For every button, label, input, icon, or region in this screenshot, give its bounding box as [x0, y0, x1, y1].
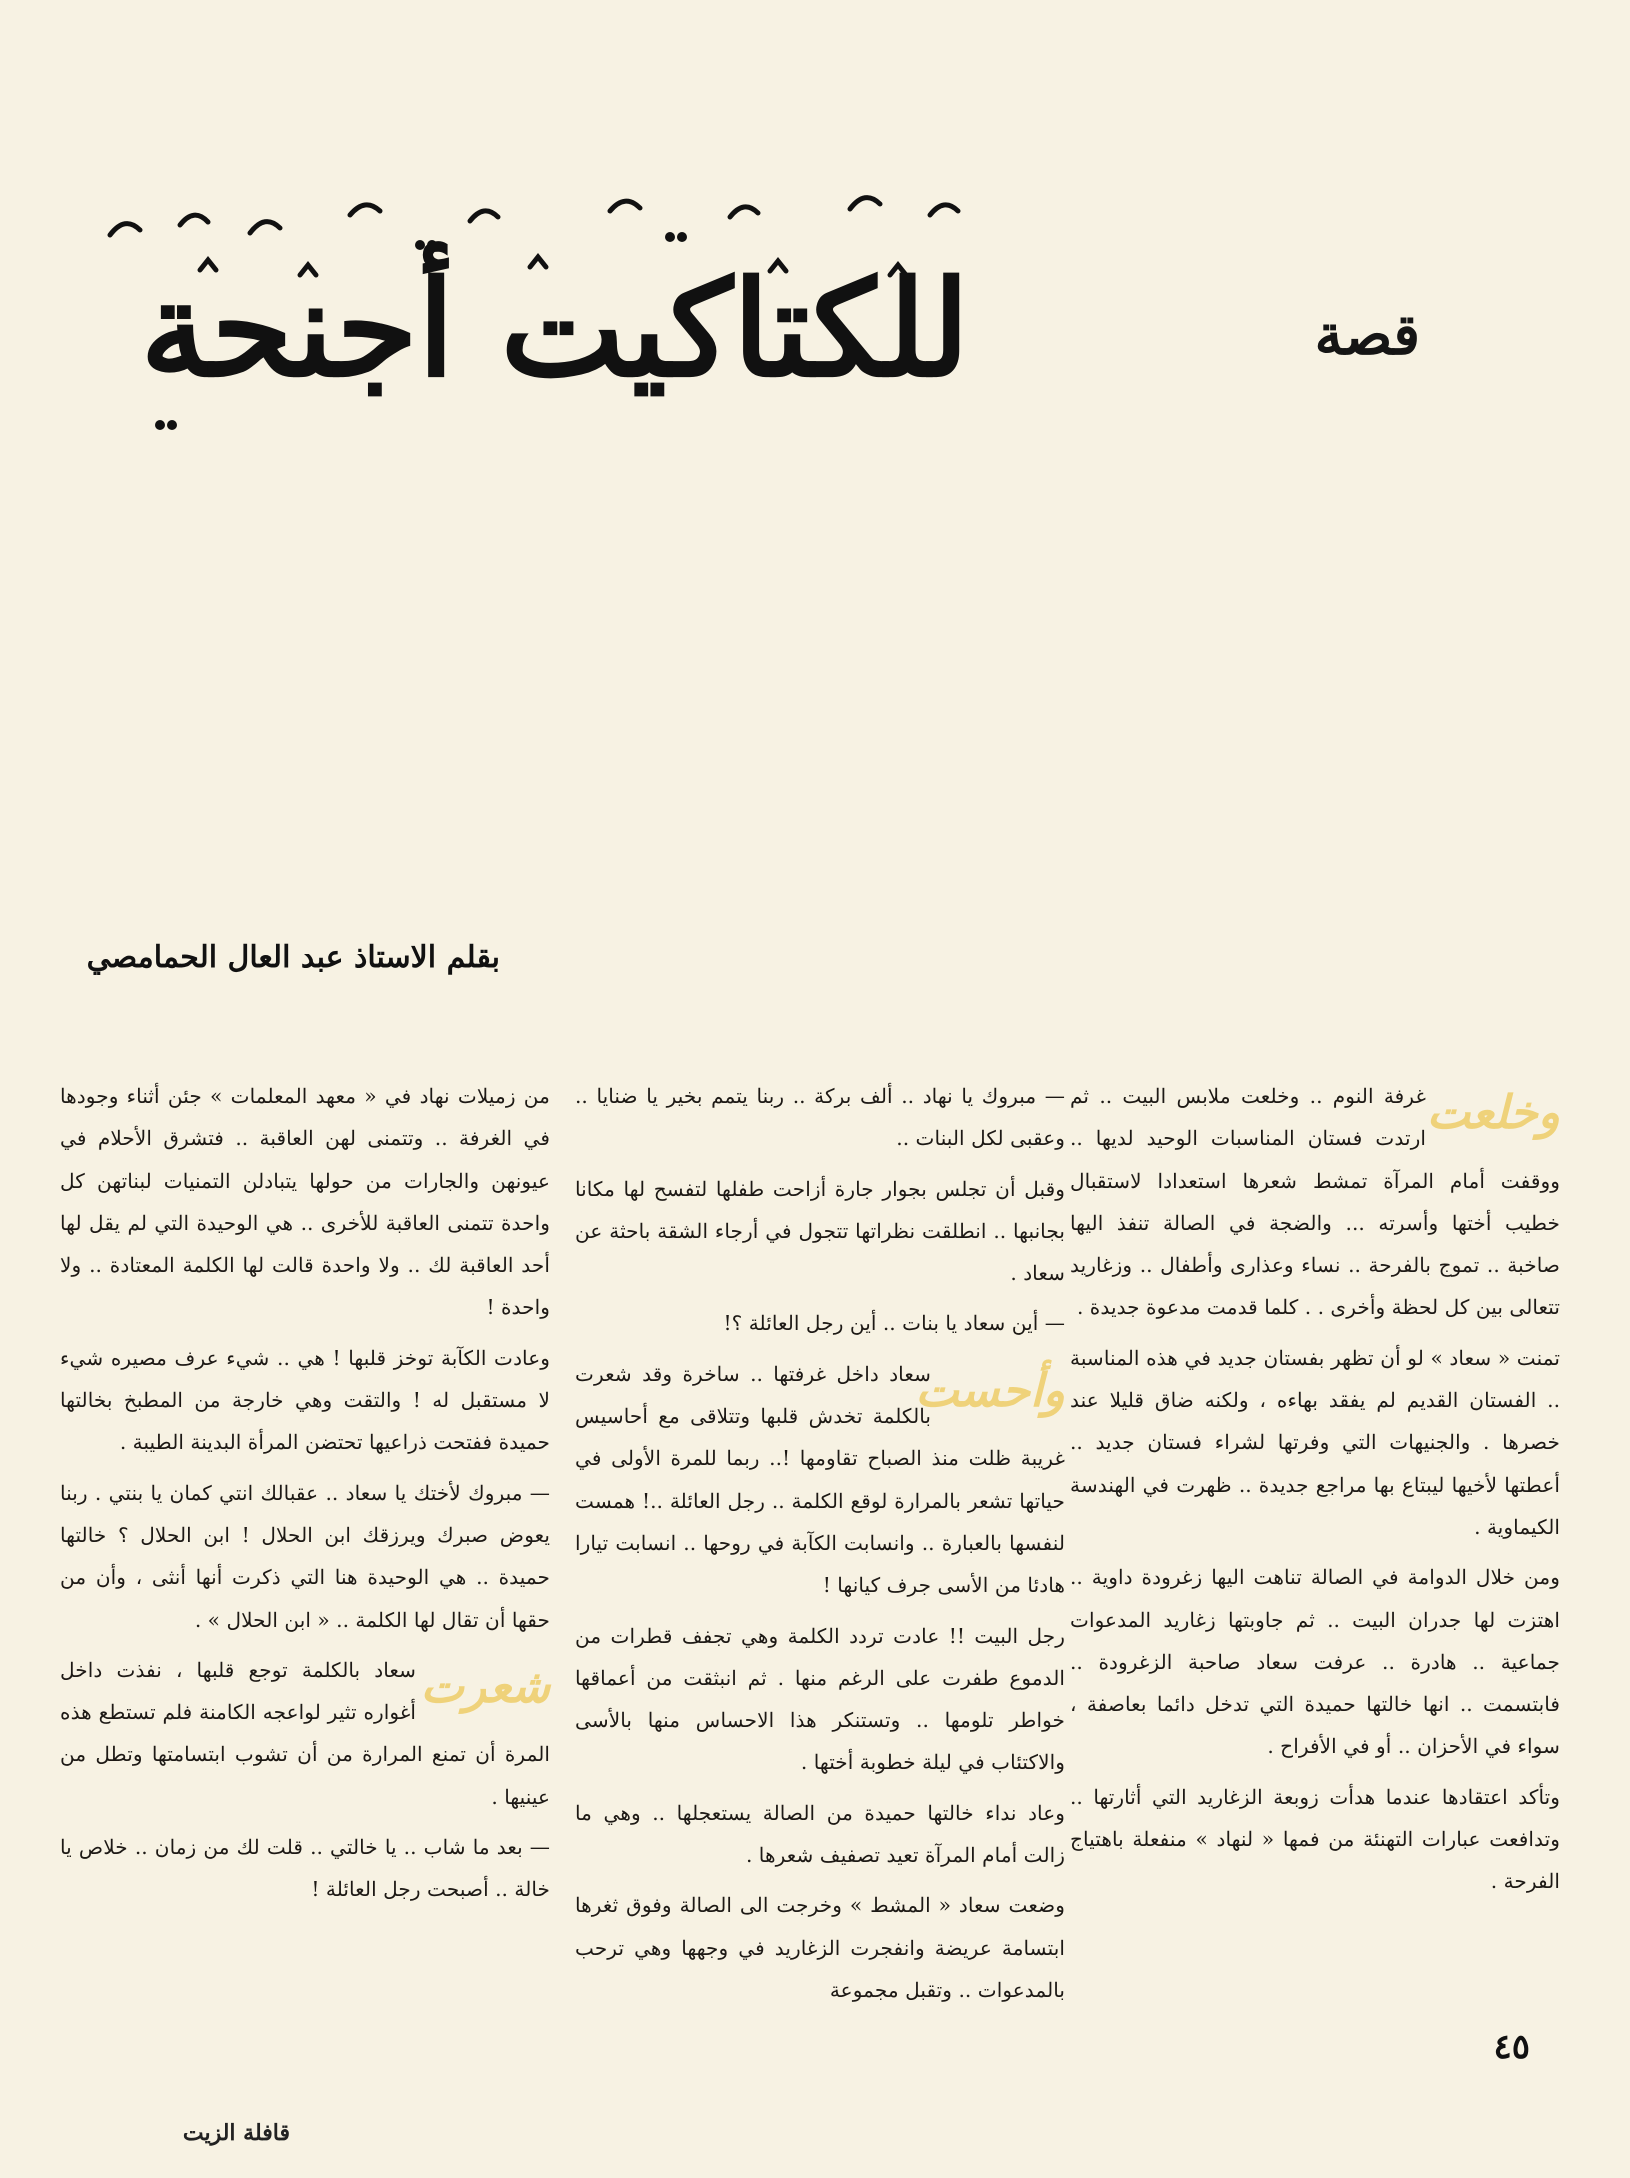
- paragraph: سعاد بالكلمة توجع قلبها ، نفذت داخل أغواره تثير لواعجه الكامنة فلم تستطع هذه المرة أن تمنع المرارة من أن تشوب ابتسامتها وتطل من عينيها .: [60, 1657, 550, 1809]
- paragraph: وعادت الكآبة توخز قلبها ! هي .. شيء عرف مصيره شيء لا مستقبل له ! والتقت وهي خارجة من المطبخ بخالتها حميدة ففتحت ذراعيها تحتضن المرأة البدينة الطيبة .: [60, 1345, 550, 1455]
- paragraph: وتأكد اعتقادها عندما هدأت زوبعة الزغاريد التي أثارتها .. وتدافعت عبارات التهنئة من فمها « لنهاد » منفعلة باهتياج الفرحة .: [1070, 1784, 1560, 1894]
- paragraph: من زميلات نهاد في « معهد المعلمات » جئن أثناء وجودها في الغرفة .. وتتمنى لهن العاقبة .. فتشرق الأحلام في عيونهن والجارات من حولها يتبادلن التمنيات لبناتهن كل واحدة تتمنى العاقبة للأخرى .. هي الوحيدة التي لم يقل لها أحد العاقبة لك .. ولا واحدة قالت لها الكلمة المعتادة .. ولا واحدة !: [60, 1084, 550, 1320]
- author-byline: بقلم الاستاذ عبد العال الحمامصي: [86, 940, 500, 975]
- magazine-name: قافلة الزيت: [182, 2120, 290, 2146]
- article-column-middle: [575, 1075, 1065, 2002]
- paragraph: رجل البيت !! عادت تردد الكلمة وهي تجفف قطرات من الدموع طفرت على الرغم منها . ثم انبثقت من أعماقها خواطر تلومها .. وتستنكر هذا الاحساس منها بالأسى والاكتئاب في ليلة خطوبة أختها .: [575, 1623, 1065, 1775]
- paragraph: وضعت سعاد « المشط » وخرجت الى الصالة وفوق ثغرها ابتسامة عريضة وانفجرت الزغاريد في وجهها وهي ترحب بالمدعوات .. وتقبل مجموعة: [575, 1893, 1065, 2002]
- page-number: ٤٥: [1493, 2027, 1530, 2067]
- paragraph: وقبل أن تجلس بجوار جارة أزاحت طفلها لتفسح لها مكانا بجانبها .. انطلقت نظراتها تتجول في أرجاء الشقة باحثة عن سعاد .: [575, 1176, 1065, 1286]
- paragraph: — أين سعاد يا بنات .. أين رجل العائلة ؟!: [723, 1311, 1065, 1336]
- article-column-left: [60, 1075, 550, 1965]
- paragraph: — بعد ما شاب .. يا خالتي .. قلت لك من زمان .. خلاص يا خالة .. أصبحت رجل العائلة !: [60, 1835, 550, 1902]
- paragraph: ومن خلال الدوامة في الصالة تناهت اليها زغرودة داوية .. اهتزت لها جدران البيت .. ثم جاوبتها زغاريد المدعوات جماعية .. هادرة .. عرفت سعاد صاحبة الزغرودة .. فابتسمت .. انها خالتها حميدة التي تدخل دائما بعاصفة ، سواء في الأحزان .. أو في الأفراح .: [1070, 1565, 1560, 1759]
- paragraph: غرفة النوم .. وخلعت ملابس البيت .. ثم ارتدت فستان المناسبات الوحيد لديها .. ووقفت أمام المرآة تمشط شعرها استعدادا لاستقبال خطيب أختها وأسرته ... والضجة في الصالة تنفذ اليها صاخبة .. تموج بالفرحة .. نساء وعذارى وأطفال .. وزغاريد تتعالى بين كل لحظة وأخرى . . كلما قدمت مدعوة جديدة .: [1070, 1084, 1560, 1320]
- paragraph: سعاد داخل غرفتها .. ساخرة وقد شعرت بالكلمة تخدش قلبها وتتلاقى مع أحاسيس غريبة ظلت منذ الصباح تقاومها !.. ربما للمرة الأولى في حياتها تشعر بالمرارة لوقع الكلمة .. رجل العائلة ..! همست لنفسها بالعبارة .. وانسابت الكآبة في روحها .. انسابت تيارا هادئا من الأسى جرف كيانها !: [575, 1361, 1065, 1598]
- paragraph: — مبروك لأختك يا سعاد .. عقبالك انتي كمان يا بنتي . ربنا يعوض صبرك ويرزقك ابن الحلال ! ابن الحلال ؟ خالتها حميدة .. هي الوحيدة هنا التي ذكرت أنها أنثى ، وأن من حقها أن تقال لها الكلمة .. « ابن الحلال » .: [60, 1480, 550, 1632]
- paragraph: تمنت « سعاد » لو أن تظهر بفستان جديد في هذه المناسبة .. الفستان القديم لم يفقد بهاءه ، ولكنه ضاق قليلا عند خصرها . والجنيهات التي وفرتها لشراء فستان جديد .. أعطتها لأخيها ليبتاع بها مراجع جديدة .. ظهرت في الهندسة الكيماوية .: [1070, 1345, 1560, 1539]
- dropcap-word: وأحست: [915, 1362, 1065, 1417]
- paragraph: وعاد نداء خالتها حميدة من الصالة يستعجلها .. وهي ما زالت أمام المرآة تعيد تصفيف شعرها .: [575, 1800, 1065, 1868]
- dropcap-word: شعرت: [420, 1658, 550, 1713]
- story-title: للكتاكيت أجنحة: [140, 252, 970, 407]
- paragraph: — مبروك يا نهاد .. ألف بركة .. ربنا يتمم بخير يا ضنايا .. وعقبى لكل البنات ..: [575, 1084, 1065, 1151]
- story-kind-label: قصة: [1314, 302, 1420, 368]
- article-column-right: [1070, 1075, 1560, 1965]
- dropcap-word: وخلعت: [1426, 1085, 1560, 1139]
